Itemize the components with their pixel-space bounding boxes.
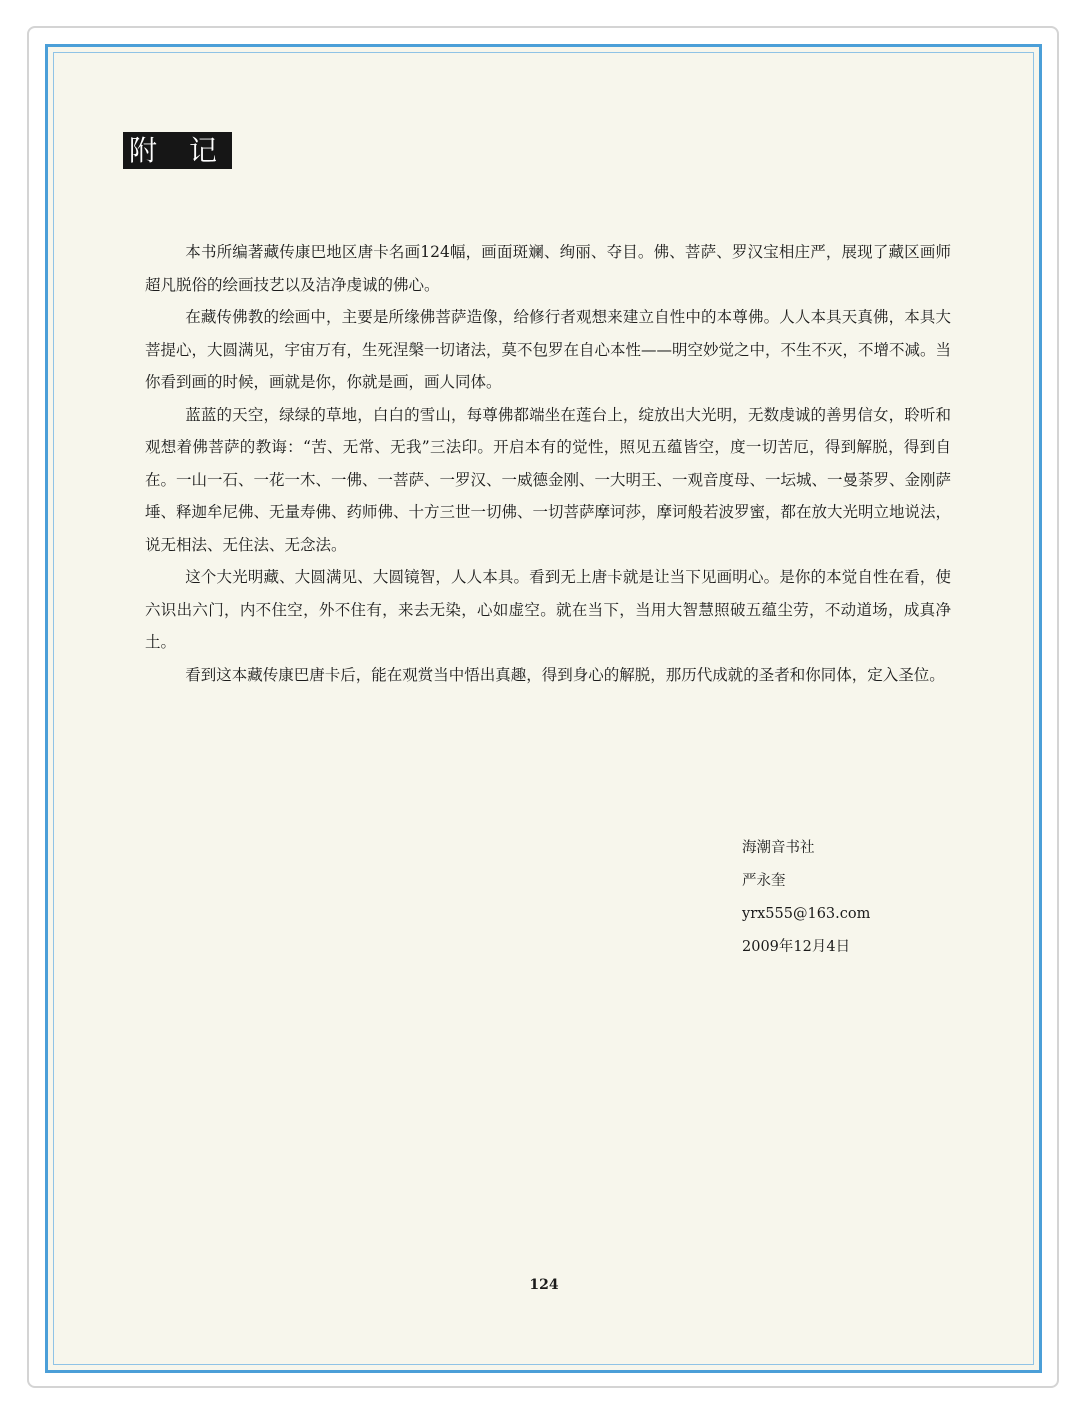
section-heading: 附 记 [123, 132, 232, 169]
page-number: 124 [529, 1277, 559, 1293]
paragraph: 本书所编著藏传康巴地区唐卡名画124幅，画面斑斓、绚丽、夺目。佛、菩萨、罗汉宝相庄严，展现了藏区画师超凡脱俗的绘画技艺以及洁净虔诚的佛心。 [145, 243, 951, 294]
signature-publisher: 海潮音书社 [742, 840, 815, 856]
body-text [145, 236, 951, 691]
paragraph: 蓝蓝的天空，绿绿的草地，白白的雪山，每尊佛都端坐在莲台上，绽放出大光明，无数虔诚的善男信女，聆听和观想着佛菩萨的教诲：“苦、无常、无我”三法印。开启本有的觉性，照见五蕴皆空，度一切苦厄，得到解脱，得到自在。一山一石、一花一木、一佛、一菩萨、一罗汉、一威德金刚、一大明王、一观音度母、一坛城、一曼荼罗、金刚萨埵、释迦牟尼佛、无量寿佛、药师佛、十方三世一切佛、一切菩萨摩诃莎，摩诃般若波罗蜜，都在放大光明立地说法，说无相法、无住法、无念法。 [145, 405, 952, 554]
paragraph: 看到这本藏传康巴唐卡后，能在观赏当中悟出真趣，得到身心的解脱，那历代成就的圣者和你同体，定入圣位。 [185, 665, 945, 684]
signature-block [742, 832, 870, 964]
paragraph: 在藏传佛教的绘画中，主要是所缘佛菩萨造像，给修行者观想来建立自性中的本尊佛。人人本具天真佛，本具大菩提心，大圆满见，宇宙万有，生死涅槃一切诸法，莫不包罗在自心本性——明空妙觉之中，不生不灭，不增不减。当你看到画的时候，画就是你，你就是画，画人同体。 [145, 308, 952, 391]
signature-date: 2009年12月4日 [742, 939, 851, 955]
signature-email: yrx555@163.com [742, 906, 871, 922]
paragraph: 这个大光明藏、大圆满见、大圆镜智，人人本具。看到无上唐卡就是让当下见画明心。是你的本觉自性在看，使六识出六门，内不住空，外不住有，来去无染，心如虚空。就在当下，当用大智慧照破五蕴尘劳，不动道场，成真净土。 [145, 568, 951, 651]
signature-author: 严永奎 [742, 873, 786, 889]
